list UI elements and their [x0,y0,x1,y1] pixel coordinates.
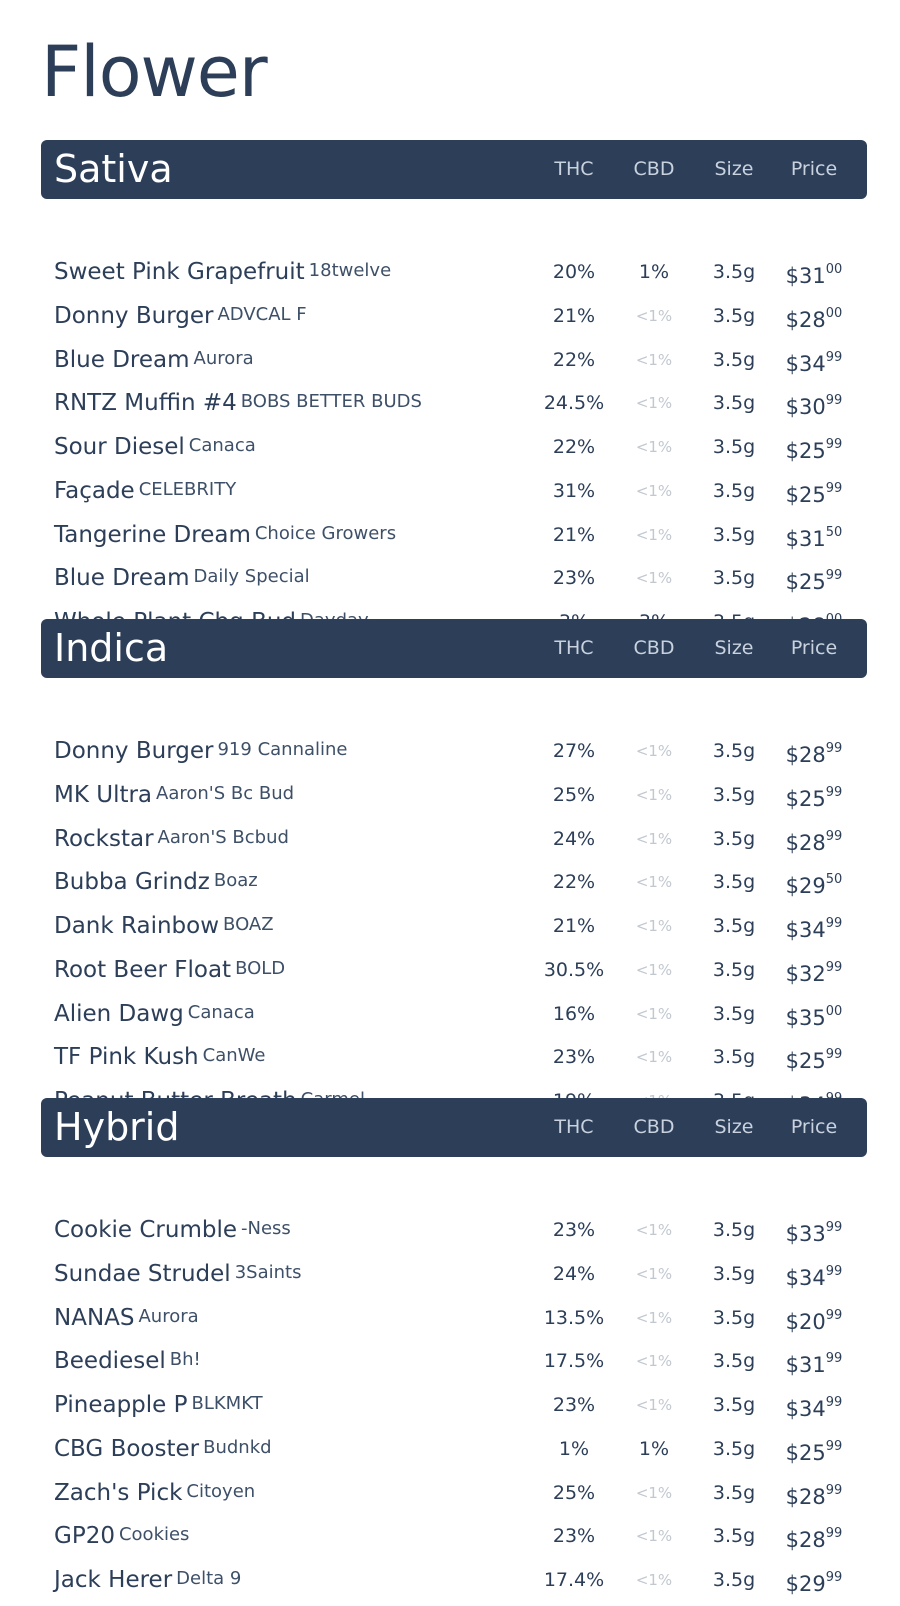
menu-row[interactable] [41,1427,867,1471]
strain-name: Sweet Pink Grapefruit [54,259,305,285]
price-dollars: $25 [785,439,826,463]
price-value [774,1252,854,1300]
price-dollars: $28 [785,830,826,855]
thc-value: 16% [552,1002,596,1025]
product-name-cell [54,469,236,515]
cbd-value: <1% [635,394,673,413]
price-cents: 99 [825,393,843,409]
menu-row[interactable] [41,381,867,425]
price-value [774,1296,854,1344]
cbd-value: <1% [635,306,673,325]
cbd-value: <1% [635,1308,673,1327]
strain-name: Root Beer Float [54,956,232,983]
thc-value: 1% [558,1437,590,1460]
brand-name: Aaron'S Bc Bud [156,782,295,804]
menu-row[interactable] [41,817,867,861]
section-title: Hybrid [54,1105,180,1149]
price-dollars: $25 [785,1440,826,1465]
price-dollars: $31 [785,526,826,551]
product-name-cell [54,1208,291,1254]
menu-row[interactable] [41,469,867,513]
size-value: 3.5g [712,261,756,283]
menu-row[interactable] [41,250,867,294]
product-name-cell [54,425,256,471]
price-value [774,1514,854,1562]
thc-value: 23% [552,567,596,590]
brand-name: Daily Special [193,566,310,588]
product-name-cell [54,1383,263,1429]
cbd-value: <1% [635,1527,673,1546]
price-dollars: $30 [785,395,826,420]
product-name-cell [54,1558,241,1604]
menu-row[interactable] [41,1339,867,1383]
size-value: 3.5g [712,1350,756,1373]
brand-name: Aaron'S Bcbud [157,826,289,848]
thc-value: 25% [552,1481,596,1504]
size-value: 3.5g [712,1569,756,1591]
price-value [774,425,854,473]
price-dollars: $31 [785,1353,826,1378]
price-cents: 99 [825,741,843,756]
menu-row[interactable] [41,1252,867,1296]
menu-row[interactable] [41,1208,867,1252]
size-value: 3.5g [712,1394,756,1416]
strain-name: RNTZ Muffin #4 [54,390,237,417]
price-cents: 99 [825,349,843,365]
thc-value: 21% [552,304,596,327]
brand-name: -Ness [241,1218,291,1239]
size-value: 3.5g [712,1219,756,1241]
price-value [774,1427,854,1475]
price-value [774,381,854,429]
price-dollars: $34 [785,1397,826,1421]
price-dollars: $31 [785,264,826,288]
strain-name: Sundae Strudel [54,1260,231,1287]
menu-row[interactable] [41,338,867,382]
price-value [774,1035,854,1083]
menu-row[interactable] [41,773,867,817]
menu-row[interactable] [41,513,867,557]
brand-name: BLKMKT [191,1393,263,1414]
thc-value: 21% [552,523,596,546]
strain-name: Beediesel [54,1348,166,1375]
price-value [774,1471,854,1519]
price-dollars: $28 [785,1528,826,1553]
thc-value: 23% [552,1046,596,1069]
column-header-price: Price [790,637,838,659]
thc-value: 24% [552,827,596,850]
price-cents: 99 [825,1263,843,1279]
cbd-value: <1% [635,1004,673,1023]
brand-name: Boaz [213,870,258,892]
column-header-size: Size [714,158,754,180]
brand-name: Bh! [169,1349,201,1371]
brand-name: CanWe [202,1045,266,1067]
column-header-cbd: CBD [633,1116,675,1138]
price-dollars: $29 [785,1572,826,1596]
price-cents: 99 [825,959,843,975]
section-hybrid [41,1098,867,1596]
thc-value: 22% [552,436,596,458]
cbd-value: <1% [635,438,673,456]
size-value: 3.5g [712,958,756,981]
size-value: 3.5g [712,1481,756,1504]
product-name-cell [54,1514,189,1560]
price-cents: 99 [825,828,843,844]
price-dollars: $34 [785,1265,826,1290]
strain-name: Alien Dawg [54,1000,184,1027]
thc-value: 23% [552,1219,596,1241]
product-name-cell [54,294,307,340]
price-cents: 99 [825,568,843,584]
column-header-price: Price [790,158,838,180]
price-value [774,338,854,386]
price-cents: 99 [825,1220,843,1235]
price-value [774,1383,854,1431]
thc-value: 24.5% [543,392,605,415]
strain-name: Bubba Grindz [54,869,210,896]
product-name-cell [54,250,391,296]
price-value [774,1339,854,1387]
price-dollars: $25 [785,1049,826,1074]
price-dollars: $32 [785,961,826,986]
price-dollars: $28 [785,743,826,767]
strain-name: Pineapple P [54,1392,188,1418]
size-value: 3.5g [712,827,756,850]
price-value [774,773,854,821]
size-value: 3.5g [712,1525,756,1548]
strain-name: Rockstar [54,825,154,852]
price-value [774,1208,854,1256]
strain-name: Donny Burger [54,302,214,329]
thc-value: 31% [552,479,596,502]
cbd-value: <1% [635,569,673,588]
thc-value: 21% [552,915,596,937]
brand-name: BOAZ [223,914,274,935]
thc-value: 17.4% [543,1569,605,1591]
section-sativa [41,140,867,595]
cbd-value: <1% [635,917,673,935]
thc-value: 22% [552,348,596,371]
cbd-value: <1% [635,960,673,979]
cbd-value: <1% [635,1048,673,1067]
size-value: 3.5g [712,304,756,327]
product-name-cell [54,1296,199,1342]
thc-value: 23% [552,1394,596,1416]
size-value: 3.5g [712,479,756,502]
menu-row[interactable] [41,729,867,773]
strain-name: Zach's Pick [54,1479,183,1506]
price-value [774,948,854,996]
section-header [41,619,867,678]
price-cents: 00 [825,1003,843,1019]
cbd-value: <1% [635,1352,673,1371]
product-name-cell [54,773,294,819]
size-value: 3.5g [712,1046,756,1069]
price-cents: 50 [825,872,843,888]
column-header-thc: THC [554,1116,594,1138]
strain-name: MK Ultra [54,781,153,808]
brand-name: Canaca [188,435,256,456]
section-header [41,1098,867,1157]
price-cents: 99 [825,1438,843,1454]
price-dollars: $28 [785,307,826,332]
brand-name: Cookies [118,1524,190,1546]
price-dollars: $25 [785,482,826,507]
price-cents: 50 [825,524,843,540]
brand-name: BOBS BETTER BUDS [240,391,422,413]
product-name-cell [54,338,254,384]
brand-name: 18twelve [308,260,392,281]
price-dollars: $20 [785,1309,826,1334]
column-header-size: Size [714,637,754,659]
column-header-cbd: CBD [633,637,675,659]
section-title: Indica [54,626,169,670]
size-value: 3.5g [712,783,756,806]
strain-name: Cookie Crumble [54,1217,238,1243]
product-name-cell [54,729,348,775]
section-title: Sativa [54,147,173,191]
menu-row[interactable] [41,425,867,469]
strain-name: CBG Booster [54,1435,200,1462]
product-name-cell [54,1035,265,1081]
cbd-value: <1% [635,829,673,848]
thc-value: 13.5% [543,1306,605,1329]
menu-row[interactable] [41,904,867,948]
price-cents: 99 [825,437,843,452]
price-cents: 00 [825,305,843,321]
brand-name: Choice Growers [254,522,397,544]
size-value: 3.5g [712,523,756,546]
strain-name: Dank Rainbow [54,913,220,939]
strain-name: NANAS [54,1304,135,1331]
brand-name: Delta 9 [176,1568,242,1589]
price-dollars: $25 [785,570,826,595]
product-name-cell [54,948,285,994]
price-value [774,992,854,1040]
product-name-cell [54,513,396,559]
price-value [774,817,854,865]
menu-row[interactable] [41,1558,867,1602]
menu-row[interactable] [41,860,867,904]
brand-name: ADVCAL F [217,303,307,325]
column-header-thc: THC [554,637,594,659]
size-value: 3.5g [712,567,756,590]
price-dollars: $35 [785,1005,826,1030]
thc-value: 25% [552,783,596,806]
cbd-value: 1% [638,1437,670,1460]
strain-name: GP20 [54,1523,115,1550]
menu-row[interactable] [41,294,867,338]
price-dollars: $29 [785,874,826,899]
price-cents: 99 [825,1526,843,1542]
size-value: 3.5g [712,1262,756,1285]
product-name-cell [54,1252,301,1298]
cbd-value: <1% [635,742,673,760]
product-name-cell [54,1427,272,1473]
price-value [774,294,854,342]
menu-row[interactable] [41,948,867,992]
thc-value: 20% [552,261,596,283]
product-name-cell [54,381,422,427]
price-value [774,556,854,604]
strain-name: Tangerine Dream [54,521,251,548]
thc-value: 22% [552,871,596,894]
price-cents: 99 [825,784,843,800]
strain-name: Sour Diesel [54,434,185,460]
brand-name: Aurora [193,347,254,369]
menu-row[interactable] [41,992,867,1036]
price-cents: 99 [825,480,843,496]
price-dollars: $34 [785,351,826,376]
price-dollars: $25 [785,786,826,811]
brand-name: 919 Cannaline [217,739,348,760]
price-cents: 99 [825,1351,843,1367]
product-name-cell [54,817,289,863]
thc-value: 24% [552,1262,596,1285]
price-cents: 99 [825,1482,843,1498]
price-dollars: $28 [785,1484,826,1509]
column-header-cbd: CBD [633,158,675,180]
strain-name: Donny Burger [54,738,214,764]
brand-name: BOLD [235,957,286,979]
price-value [774,860,854,908]
menu-row[interactable] [41,1296,867,1340]
cbd-value: <1% [635,525,673,544]
size-value: 3.5g [712,436,756,458]
thc-value: 23% [552,1525,596,1548]
brand-name: Canaca [187,1001,255,1023]
price-value [774,1558,854,1606]
price-cents: 00 [825,262,843,277]
column-header-size: Size [714,1116,754,1138]
strain-name: Façade [54,477,135,504]
price-value [774,729,854,777]
product-name-cell [54,556,310,602]
price-value [774,513,854,561]
cbd-value: <1% [635,1396,673,1414]
price-cents: 99 [825,1307,843,1323]
price-cents: 99 [825,1047,843,1063]
strain-name: Jack Herer [54,1567,173,1593]
price-cents: 99 [825,1395,843,1410]
menu-row[interactable] [41,1383,867,1427]
cbd-value: <1% [635,1483,673,1502]
product-name-cell [54,904,274,950]
page-title: Flower [41,31,267,113]
strain-name: Blue Dream [54,346,190,373]
thc-value: 27% [552,740,596,762]
brand-name: Budnkd [203,1436,272,1458]
size-value: 3.5g [712,348,756,371]
price-dollars: $34 [785,918,826,942]
size-value: 3.5g [712,740,756,762]
section-header [41,140,867,199]
cbd-value: <1% [635,350,673,369]
price-cents: 99 [825,916,843,931]
section-indica [41,619,867,1074]
menu-row[interactable] [41,1471,867,1515]
brand-name: 3Saints [234,1261,302,1283]
strain-name: Blue Dream [54,565,190,592]
size-value: 3.5g [712,1437,756,1460]
product-name-cell [54,860,258,906]
price-value [774,904,854,952]
thc-value: 30.5% [543,958,605,981]
cbd-value: <1% [635,481,673,500]
menu-row[interactable] [41,1035,867,1079]
cbd-value: <1% [635,785,673,804]
cbd-value: <1% [635,1264,673,1283]
size-value: 3.5g [712,1306,756,1329]
cbd-value: 1% [638,261,670,283]
price-cents: 99 [825,1570,843,1585]
product-name-cell [54,1471,255,1517]
menu-row[interactable] [41,556,867,600]
size-value: 3.5g [712,871,756,894]
strain-name: TF Pink Kush [54,1044,199,1071]
product-name-cell [54,1339,201,1385]
price-dollars: $33 [785,1222,826,1246]
menu-row[interactable] [41,1514,867,1558]
thc-value: 17.5% [543,1350,605,1373]
cbd-value: <1% [635,1571,673,1589]
product-name-cell [54,992,255,1038]
price-value [774,469,854,517]
size-value: 3.5g [712,1002,756,1025]
price-value [774,250,854,298]
brand-name: Citoyen [186,1480,256,1502]
cbd-value: <1% [635,1221,673,1239]
column-header-price: Price [790,1116,838,1138]
size-value: 3.5g [712,915,756,937]
brand-name: CELEBRITY [138,478,237,500]
cbd-value: <1% [635,873,673,892]
brand-name: Aurora [138,1305,199,1327]
size-value: 3.5g [712,392,756,415]
column-header-thc: THC [554,158,594,180]
